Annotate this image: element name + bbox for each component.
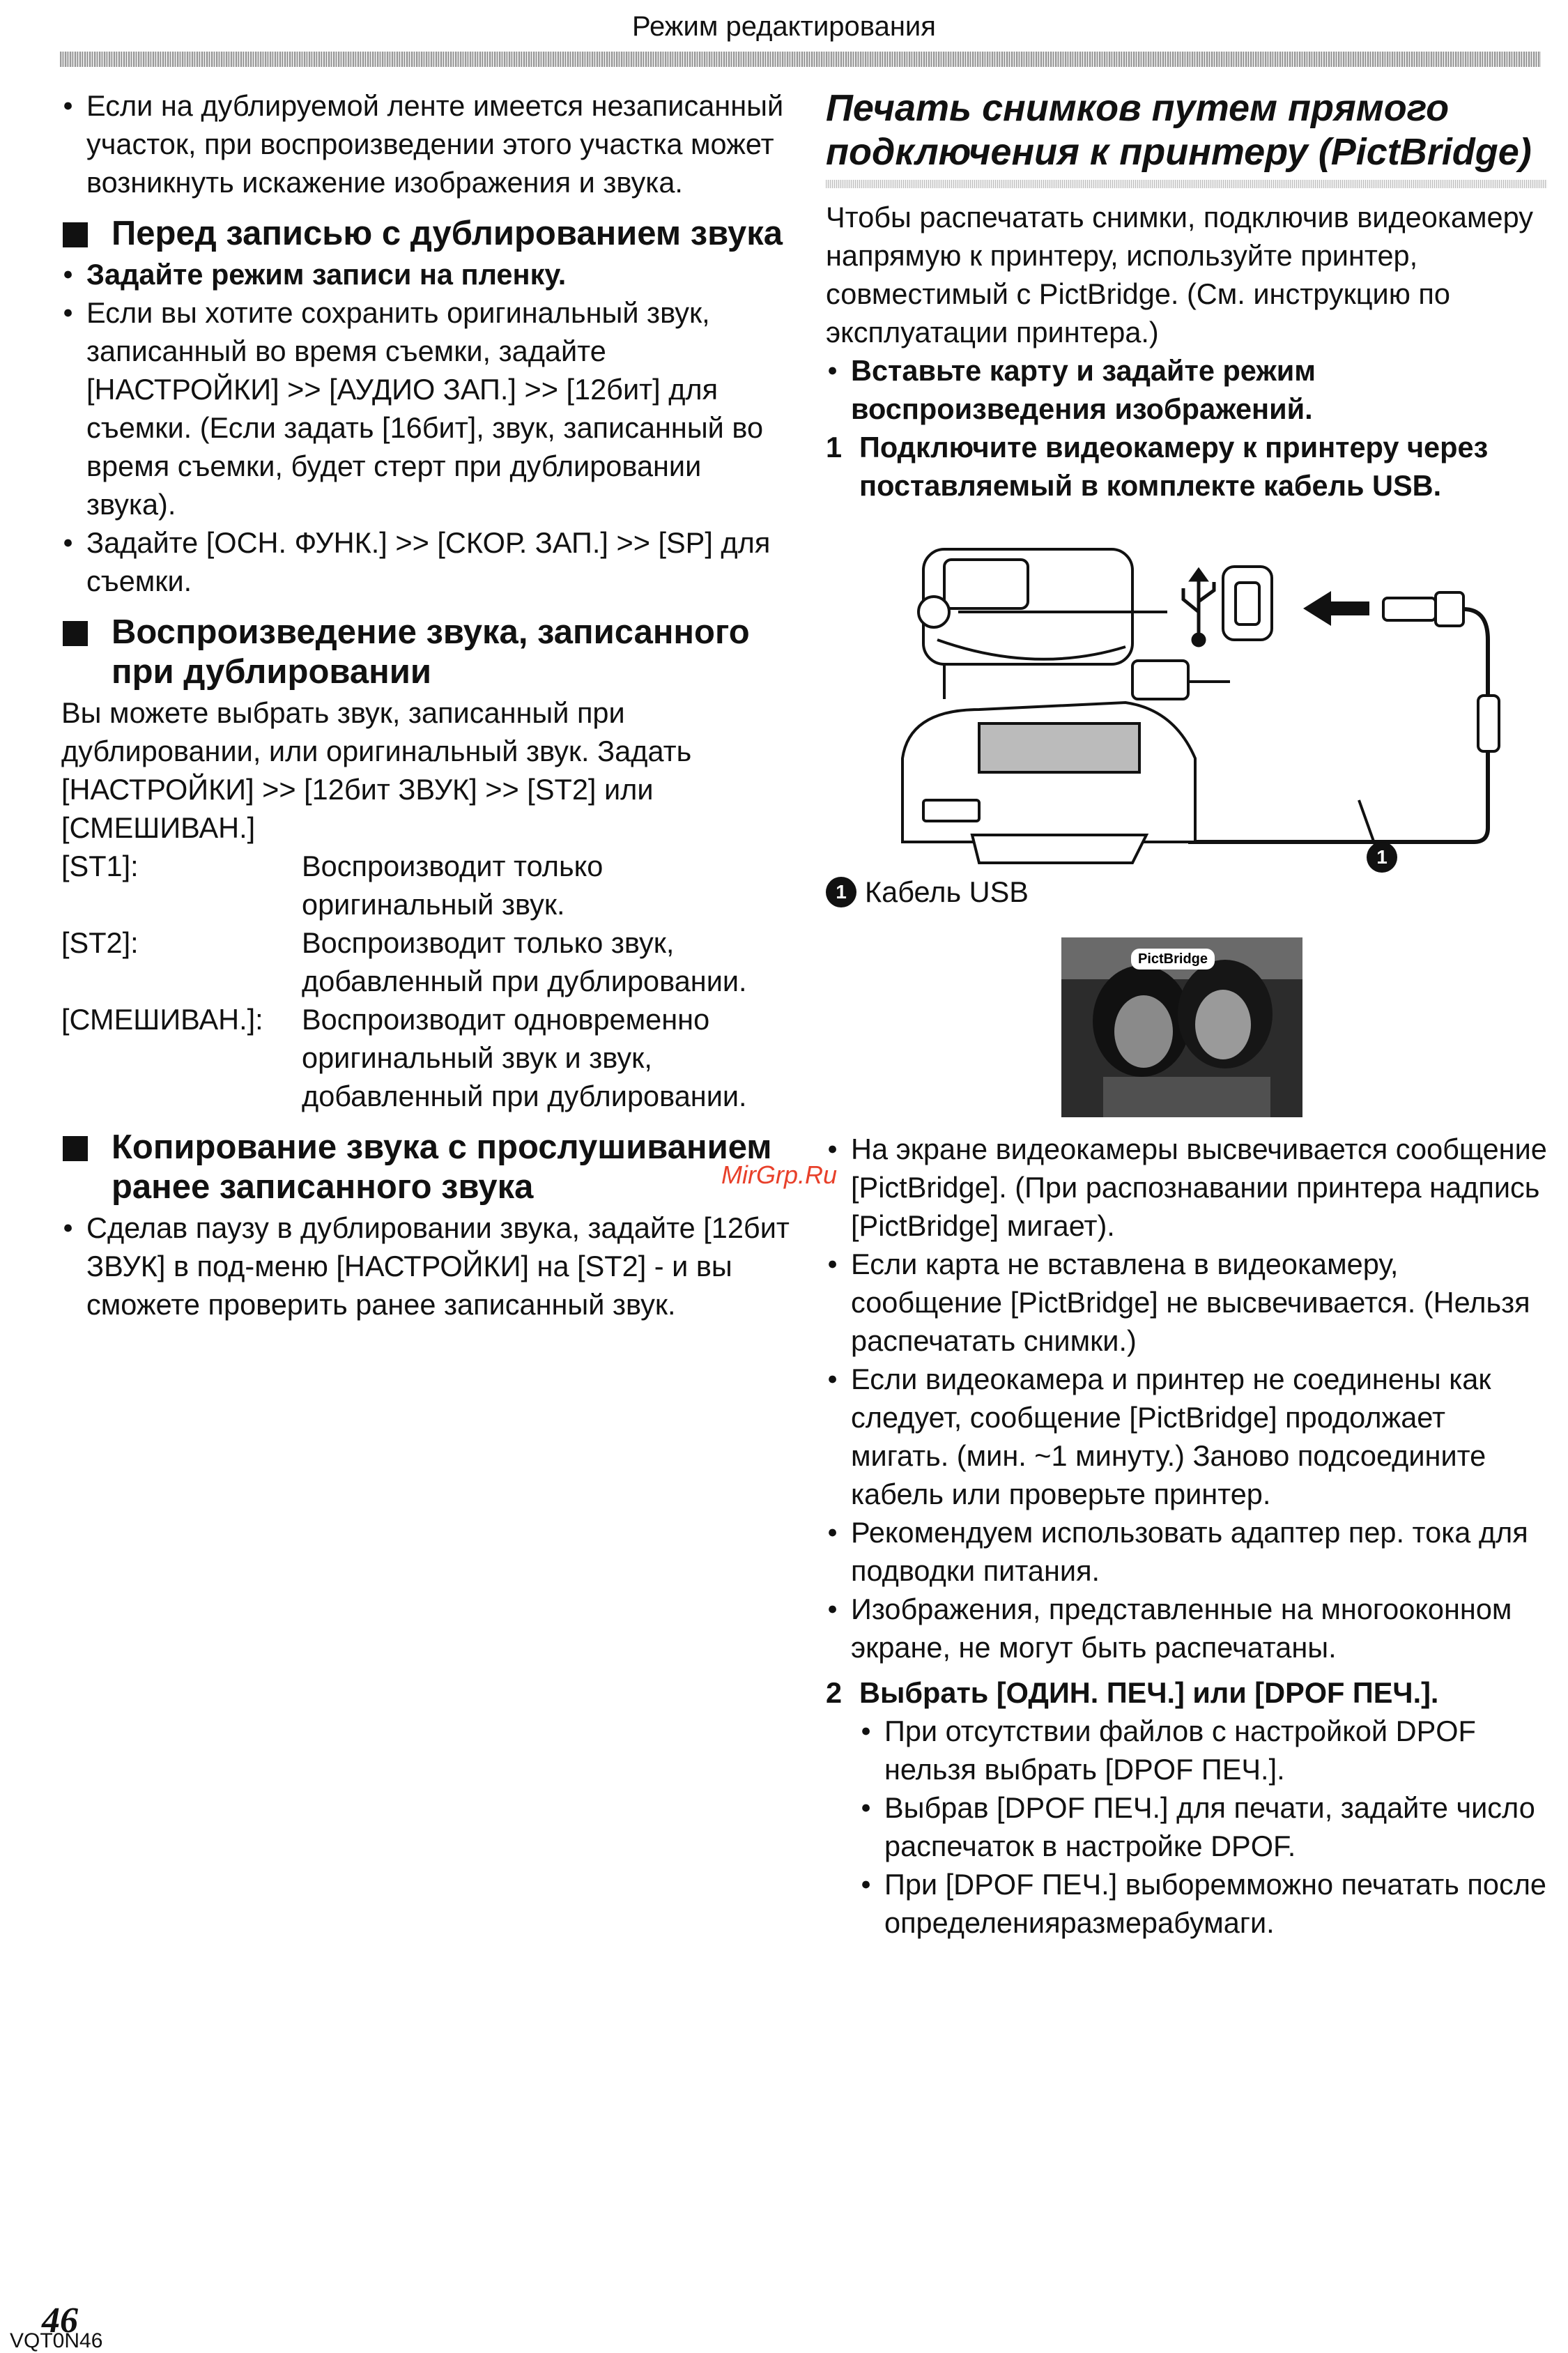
bold-bullet: ● Задайте режим записи на пленку. [61, 255, 790, 293]
document-code: VQT0N46 [10, 2329, 103, 2352]
page-number: 46 [42, 2301, 78, 2340]
option-row [61, 847, 790, 923]
camera-printer-illustration [896, 535, 1537, 870]
printer-icon [902, 703, 1195, 863]
intro-text: Чтобы распечатать снимки, подключив видеокамеру напрямую к принтеру, используйте принтер, совместимый с PictBridge. (См. инструкцию по эксплуатации принтера.) [826, 201, 1533, 348]
step-number: 2 [826, 1676, 843, 1709]
square-bullet-icon [63, 621, 88, 646]
usb-symbol-icon [1183, 570, 1214, 645]
list-item: ● При отсутствии файлов с настройкой DPOF нельзя выбрать [DPOF ПЕЧ.]. [859, 1712, 1547, 1788]
square-bullet-icon [63, 1136, 88, 1161]
option-term: [СМЕШИВАН.]: [61, 1003, 263, 1036]
ac-adapter-icon [1132, 661, 1230, 699]
camcorder-icon [918, 549, 1132, 699]
arrow-left-icon [1303, 591, 1369, 626]
cable-marker: 1 [1367, 842, 1397, 873]
option-term: [ST2]: [61, 926, 139, 959]
section-heading-copy-sound: Копирование звука с прослушиванием ранее записанного звука [61, 1128, 790, 1207]
usb-port-icon [1223, 567, 1272, 640]
header-rule [60, 52, 1541, 67]
list-item: ● На экране видеокамеры высвечивается сообщение [PictBridge]. (При распознавании принтера надпись [PictBridge] мигает). [826, 1130, 1547, 1245]
ferrite-core [1478, 696, 1499, 751]
connection-diagram [896, 535, 1537, 870]
step-text: Подключите видеокамеру к принтеру через поставляемый в комплекте кабель USB. [859, 431, 1489, 502]
page-header: Режим редактирования [632, 11, 936, 42]
section-text: Вы можете выбрать звук, записанный при дублировании, или оригинальный звук. Задать [НАСТРОЙКИ] >> [12бит ЗВУК] >> [ST2] или [СМЕШИВАН.] [61, 696, 692, 844]
step-1 [826, 428, 1547, 505]
usb-cable [1188, 609, 1488, 842]
usb-plug-icon [1383, 592, 1463, 626]
caption-text: Кабель USB [865, 875, 1029, 908]
options-list [61, 847, 790, 1115]
option-row [61, 1000, 790, 1115]
list-item: ● Если карта не вставлена в видеокамеру, сообщение [PictBridge] не высвечивается. (Нельзя распечатать снимки.) [826, 1245, 1547, 1360]
option-row [61, 923, 790, 1000]
list-item: ● Изображения, представленные на многооконном экране, не могут быть распечатаны. [826, 1590, 1547, 1666]
option-desc: Воспроизводит только звук, добавленный при дублировании. [302, 926, 747, 997]
section-heading-dubbing-prep: Перед записью с дублированием звука [61, 214, 790, 254]
list-item: ● Сделав паузу в дублировании звука, задайте [12бит ЗВУК] в под-меню [НАСТРОЙКИ] на [ST2] - и вы сможете проверить ранее записанный звук. [61, 1209, 790, 1324]
right-column [826, 86, 1547, 1942]
step-text: Выбрать [ОДИН. ПЕЧ.] или [DPOF ПЕЧ.]. [859, 1676, 1439, 1709]
step-2 [826, 1673, 1547, 1712]
left-column [61, 86, 790, 1324]
watermark: MirGrp.Ru [721, 1160, 838, 1189]
section-title-pictbridge: Печать снимков путем прямого подключения к принтеру (PictBridge) [826, 87, 1532, 173]
option-desc: Воспроизводит только оригинальный звук. [302, 850, 604, 921]
caption-marker: 1 [826, 877, 856, 907]
section-heading-dubbed-playback: Воспроизведение звука, записанного при дублировании [61, 613, 790, 692]
pictbridge-label: PictBridge [1131, 949, 1215, 969]
option-term: [ST1]: [61, 850, 139, 882]
bold-bullet: ● Вставьте карту и задайте режим воспроизведения изображений. [826, 351, 1547, 428]
square-bullet-icon [63, 222, 88, 247]
list-item: ● Если вы хотите сохранить оригинальный звук, записанный во время съемки, задайте [НАСТРОЙКИ] >> [АУДИО ЗАП.] >> [12бит] для съемки. (Если задать [16бит], звук, записанный во время съемки, будет стерт при дублировании звука). [61, 293, 790, 523]
list-item: ● Выбрав [DPOF ПЕЧ.] для печати, задайте число распечаток в настройке DPOF. [859, 1788, 1547, 1865]
option-desc: Воспроизводит одновременно оригинальный звук и звук, добавленный при дублировании. [302, 1003, 747, 1112]
list-item: ● Задайте [ОСН. ФУНК.] >> [СКОР. ЗАП.] >> [SP] для съемки. [61, 523, 790, 600]
step-2-notes [826, 1712, 1547, 1942]
list-item: ● При [DPOF ПЕЧ.] выборемможно печатать после определенияразмерабумаги. [859, 1865, 1547, 1942]
step-number: 1 [826, 431, 843, 463]
title-rule [826, 180, 1547, 188]
list-item: ● Рекомендуем использовать адаптер пер. тока для подводки питания. [826, 1513, 1547, 1590]
camera-screen-image [1061, 937, 1302, 1117]
intro-bullet: ● Если на дублируемой ленте имеется незаписанный участок, при воспроизведении этого участка может возникнуть искажение изображения и звука. [61, 86, 790, 201]
list-item: ● Если видеокамера и принтер не соединены как следует, сообщение [PictBridge] продолжает мигать. (мин. ~1 минуту.) Заново подсоедините кабель или проверьте принтер. [826, 1360, 1547, 1513]
diagram-caption [826, 873, 1547, 911]
